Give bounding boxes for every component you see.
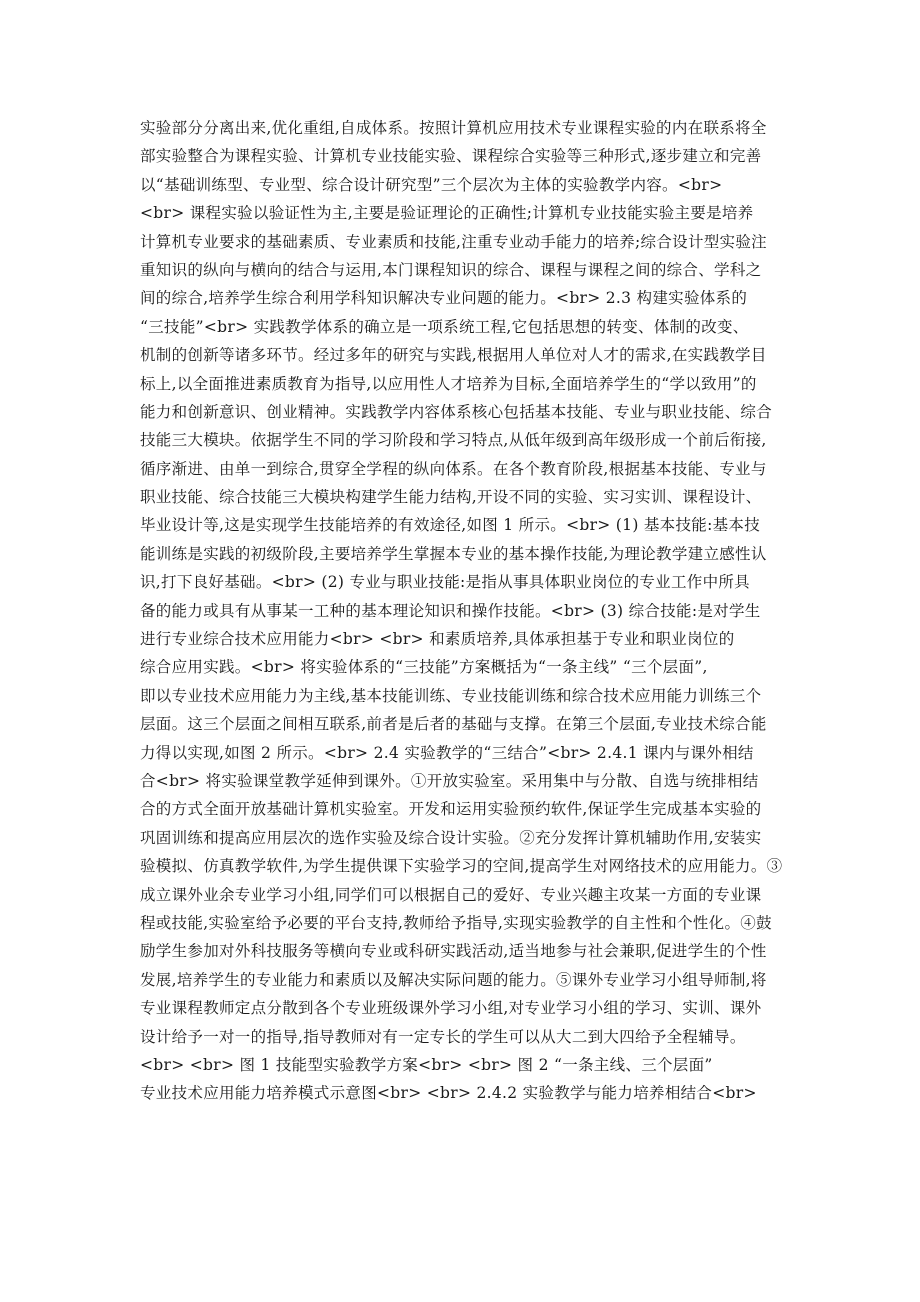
text-line: 力得以实现,如图 2 所示。<br> 2.4 实验教学的“三结合”<br> 2.4.1 课内与课外相结 (140, 743, 754, 762)
text-line: 进行专业综合技术应用能力<br> <br> 和素质培养,具体承担基于专业和职业岗位的 (140, 630, 735, 649)
body-text (140, 114, 790, 1108)
text-line: 设计给予一对一的指导,指导教师对有一定专长的学生可以从大二到大四给予全程辅导。 (140, 1027, 746, 1046)
text-line: 机制的创新等诸多环节。经过多年的研究与实践,根据用人单位对人才的需求,在实践教学目 (140, 346, 767, 365)
text-line: “三技能”<br> 实践教学体系的确立是一项系统工程,它包括思想的转变、体制的改变、 (140, 317, 749, 336)
text-line: 实验部分分离出来,优化重组,自成体系。按照计算机应用技术专业课程实验的内在联系将全 (140, 119, 767, 137)
text-line: 循序渐进、由单一到综合,贯穿全学程的纵向体系。在各个教育阶段,根据基本技能、专业与 (140, 459, 767, 478)
text-line: 能力和创新意识、创业精神。实践教学内容体系核心包括基本技能、专业与职业技能、综合 (140, 402, 773, 421)
text-line: 巩固训练和提高应用层次的选作实验及综合设计实验。②充分发挥计算机辅助作用,安装实 (140, 828, 762, 847)
text-line: 验模拟、仿真教学软件,为学生提供课下实验学习的空间,提高学生对网络技术的应用能力。③ (140, 857, 783, 876)
text-line: 以“基础训练型、专业型、综合设计研究型”三个层次为主体的实验教学内容。<br> (140, 175, 723, 194)
text-line: 专业技术应用能力培养模式示意图<br> <br> 2.4.2 实验教学与能力培养相结合<br> (140, 1084, 757, 1103)
text-line: 励学生参加对外科技服务等横向专业或科研实践活动,适当地参与社会兼职,促进学生的个性 (140, 942, 767, 961)
text-line: <br> <br> 图 1 技能型实验教学方案<br> <br> 图 2 “一条主线、三个层面” (140, 1055, 713, 1074)
text-line: 专业课程教师定点分散到各个专业班级课外学习小组,对专业学习小组的学习、实训、课外 (140, 999, 762, 1018)
text-line: 间的综合,培养学生综合利用学科知识解决专业问题的能力。<br> 2.3 构建实验体系的 (140, 289, 748, 308)
text-line: 计算机专业要求的基础素质、专业素质和技能,注重专业动手能力的培养;综合设计型实验注 (140, 232, 767, 251)
text-line: <br> 课程实验以验证性为主,主要是验证理论的正确性;计算机专业技能实验主要是培养 (140, 204, 754, 223)
text-line: 发展,培养学生的专业能力和素质以及解决实际问题的能力。⑤课外专业学习小组导师制,将 (140, 970, 767, 989)
text-line: 即以专业技术应用能力为主线,基本技能训练、专业技能训练和综合技术应用能力训练三个 (140, 686, 762, 705)
text-line: 识,打下良好基础。<br> (2) 专业与职业技能:是指从事具体职业岗位的专业工作中所具 (140, 573, 750, 592)
text-line: 备的能力或具有从事某一工种的基本理论知识和操作技能。<br> (3) 综合技能:是对学生 (140, 601, 761, 620)
text-line: 合的方式全面开放基础计算机实验室。开发和运用实验预约软件,保证学生完成基本实验的 (140, 800, 762, 819)
text-line: 职业技能、综合技能三大模块构建学生能力结构,开设不同的实验、实习实训、课程设计、 (140, 488, 762, 507)
text-line: 层面。这三个层面之间相互联系,前者是后者的基础与支撑。在第三个层面,专业技术综合能 (140, 715, 767, 734)
text-line: 部实验整合为课程实验、计算机专业技能实验、课程综合实验等三种形式,逐步建立和完善 (140, 147, 762, 166)
text-line: 综合应用实践。<br> 将实验体系的“三技能”方案概括为“一条主线” “三个层面”, (140, 658, 708, 677)
text-line: 标上,以全面推进素质教育为指导,以应用性人才培养为目标,全面培养学生的“学以致用”的 (140, 374, 757, 393)
text-line: 合<br> 将实验课堂教学延伸到课外。①开放实验室。采用集中与分散、自选与统排相结 (140, 771, 759, 790)
text-line: 重知识的纵向与横向的结合与运用,本门课程知识的综合、课程与课程之间的综合、学科之 (140, 260, 762, 279)
text-line: 毕业设计等,这是实现学生技能培养的有效途径,如图 1 所示。<br> (1) 基本技能:基本技 (140, 516, 761, 535)
text-line: 程或技能,实验室给予必要的平台支持,教师给予指导,实现实验教学的自主性和个性化。④鼓 (140, 913, 772, 932)
text-line: 技能三大模块。依据学生不同的学习阶段和学习特点,从低年级到高年级形成一个前后衔接, (140, 431, 767, 450)
text-line: 能训练是实践的初级阶段,主要培养学生掌握本专业的基本操作技能,为理论教学建立感性认 (140, 544, 767, 563)
text-line: 成立课外业余专业学习小组,同学们可以根据自己的爱好、专业兴趣主攻某一方面的专业课 (140, 885, 762, 904)
